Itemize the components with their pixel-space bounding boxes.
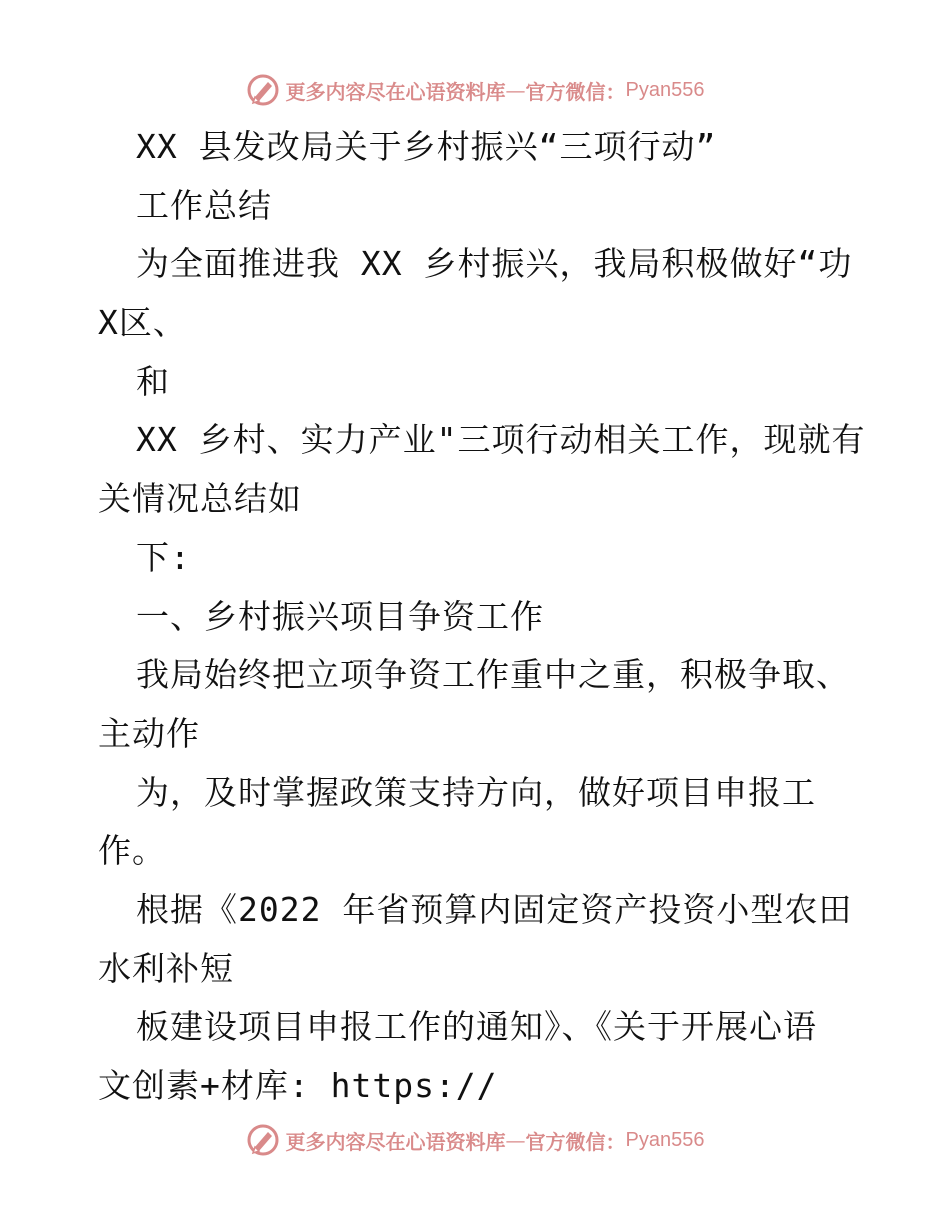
document-body (98, 118, 866, 1116)
text-line: 关情况总结如 (98, 479, 302, 519)
text-line: 作。 (98, 831, 166, 871)
text-line: 我局始终把立项争资工作重中之重，积极争取、 (136, 655, 850, 695)
text-line: 工作总结 (136, 185, 272, 225)
text-line: 根据《2022 年省预算内固定资产投资小型农田 (136, 889, 853, 929)
text-line: 为全面推进我 XX 乡村振兴，我局积极做好“功 (136, 244, 853, 284)
text-line: 板建设项目申报工作的通知》、《关于开展心语 (136, 1007, 817, 1047)
watermark-brand-text: 更多内容尽在心语资料库 (285, 1129, 506, 1154)
text-line: 为，及时掌握政策支持方向，做好项目申报工 (136, 772, 816, 812)
watermark-brand-text: 更多内容尽在心语资料库 (285, 79, 506, 104)
watermark-wechat-id: Pyan556 (625, 78, 705, 101)
text-line: 下: (136, 537, 191, 577)
watermark-separator: — (505, 78, 526, 102)
text-line: 水利补短 (98, 948, 234, 988)
text-line: 文创素+材库: https:// (98, 1066, 498, 1105)
text-line: 和 (136, 361, 170, 401)
footer-watermark (0, 1120, 950, 1160)
watermark-separator: — (505, 1128, 526, 1152)
pen-logo-icon (246, 1123, 280, 1157)
watermark-label: 官方微信： (525, 79, 626, 104)
text-line: XX 县发改局关于乡村振兴“三项行动” (136, 127, 717, 166)
watermark-wechat-id: Pyan556 (625, 1128, 705, 1151)
text-line: XX 乡村、实力产业"三项行动相关工作，现就有 (136, 420, 866, 460)
header-watermark (0, 70, 950, 110)
text-line: X区、 (98, 303, 187, 343)
text-line: 一、乡村振兴项目争资工作 (136, 596, 544, 636)
pen-logo-icon (246, 73, 280, 107)
watermark-label: 官方微信： (525, 1129, 626, 1154)
text-line: 主动作 (98, 713, 200, 753)
